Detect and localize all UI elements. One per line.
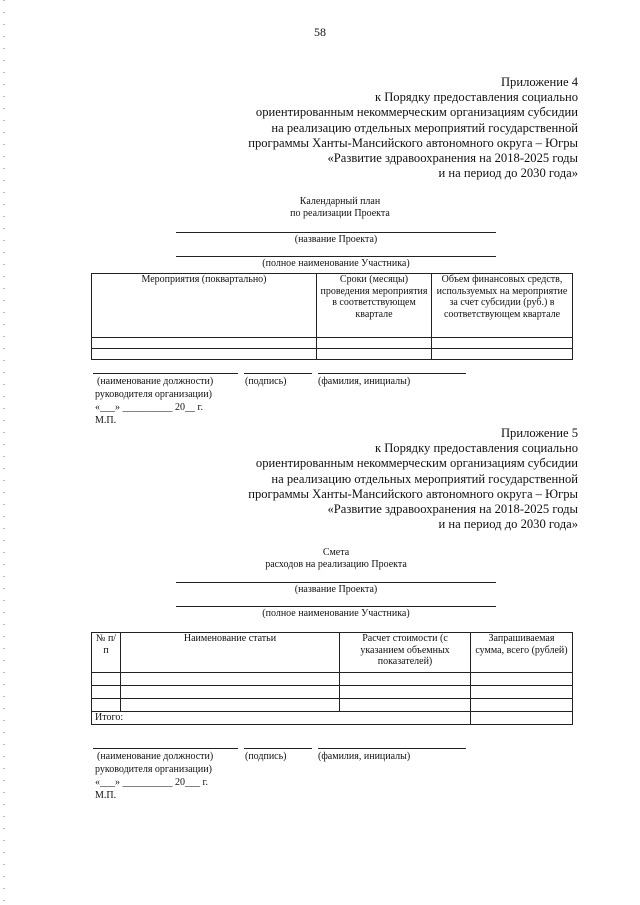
project-name-caption: (название Проекта) (294, 584, 378, 595)
appendix-5-header (248, 426, 578, 532)
signature-caption: (подпись) (245, 376, 287, 387)
signature-line (244, 748, 312, 749)
date-line: «___» __________ 20___ г. (95, 777, 208, 788)
project-name-caption: (название Проекта) (294, 234, 378, 245)
appendix-5-line: к Порядку предоставления социально (374, 441, 578, 456)
signature-line (93, 373, 238, 374)
stamp-label: М.П. (95, 790, 117, 801)
appendix-5-line: «Развитие здравоохранения на 2018-2025 годы (327, 502, 578, 517)
appendix-4-line: «Развитие здравоохранения на 2018-2025 годы (327, 151, 578, 166)
title-line: по реализации Проекта (290, 208, 390, 219)
participant-name-caption: (полное наименование Участника) (262, 258, 410, 269)
project-name-line (176, 232, 496, 233)
project-name-line (176, 582, 496, 583)
header-cell: Объем финансовых средств, используемых на мероприятие за счет субсидии (руб.) в соответствующем квартале (432, 274, 573, 338)
appendix-5-line: Приложение 5 (500, 426, 578, 440)
total-label: Итого: (92, 712, 471, 725)
header-cell: Запрашиваемая сумма, всего (рублей) (471, 633, 573, 673)
position-caption: (наименование должности) (97, 751, 214, 762)
calendar-plan-title (230, 196, 450, 220)
table-header-row (92, 633, 573, 673)
appendix-4-header (248, 75, 578, 181)
appendix-5-line: на реализацию отдельных мероприятий государственной (271, 471, 578, 486)
signature-line (244, 373, 312, 374)
appendix-4-line: на реализацию отдельных мероприятий государственной (271, 120, 578, 135)
table-row (92, 349, 573, 360)
title-line: расходов на реализацию Проекта (265, 559, 407, 570)
appendix-4-line: к Порядку предоставления социально (374, 90, 578, 105)
appendix-5-line: ориентированным некоммерческим организациям субсидии (255, 456, 578, 471)
signature-line (318, 373, 466, 374)
appendix-4-line: и на период до 2030 года» (438, 166, 578, 181)
signature-line (93, 748, 238, 749)
table-row (92, 673, 573, 686)
appendix-4-line: Приложение 4 (500, 75, 578, 89)
name-caption: (фамилия, инициалы) (318, 751, 411, 762)
title-line: Календарный план (299, 196, 381, 207)
position-caption-2: руководителя организации) (95, 764, 212, 775)
appendix-5-line: и на период до 2030 года» (438, 517, 578, 532)
participant-name-line (176, 606, 496, 607)
page-number: 58 (314, 25, 326, 39)
estimate-table (91, 632, 573, 725)
date-line: «___» __________ 20__ г. (95, 402, 203, 413)
header-cell: Сроки (месяцы) проведения мероприятия в соответствующем квартале (317, 274, 432, 338)
header-cell: Расчет стоимости (с указанием объемных показателей) (340, 633, 471, 673)
name-caption: (фамилия, инициалы) (318, 376, 411, 387)
title-line: Смета (322, 547, 350, 558)
header-cell: Мероприятия (поквартально) (92, 274, 317, 338)
stamp-label: М.П. (95, 415, 117, 426)
participant-name-caption: (полное наименование Участника) (262, 608, 410, 619)
signature-line (318, 748, 466, 749)
appendix-5-line: программы Ханты-Мансийского автономного округа – Югры (248, 486, 578, 501)
total-row (92, 712, 573, 725)
table-header-row (92, 274, 573, 338)
header-cell: № п/п (92, 633, 121, 673)
scan-margin-dots (3, 0, 5, 905)
appendix-4-line: ориентированным некоммерческим организациям субсидии (255, 105, 578, 120)
appendix-4-line: программы Ханты-Мансийского автономного округа – Югры (248, 135, 578, 150)
position-caption-2: руководителя организации) (95, 389, 212, 400)
participant-name-line (176, 256, 496, 257)
header-cell: Наименование статьи (121, 633, 340, 673)
table-row (92, 686, 573, 699)
estimate-title (226, 547, 446, 571)
signature-caption: (подпись) (245, 751, 287, 762)
position-caption: (наименование должности) (97, 376, 214, 387)
table-row (92, 338, 573, 349)
table-row (92, 699, 573, 712)
calendar-plan-table (91, 273, 573, 360)
